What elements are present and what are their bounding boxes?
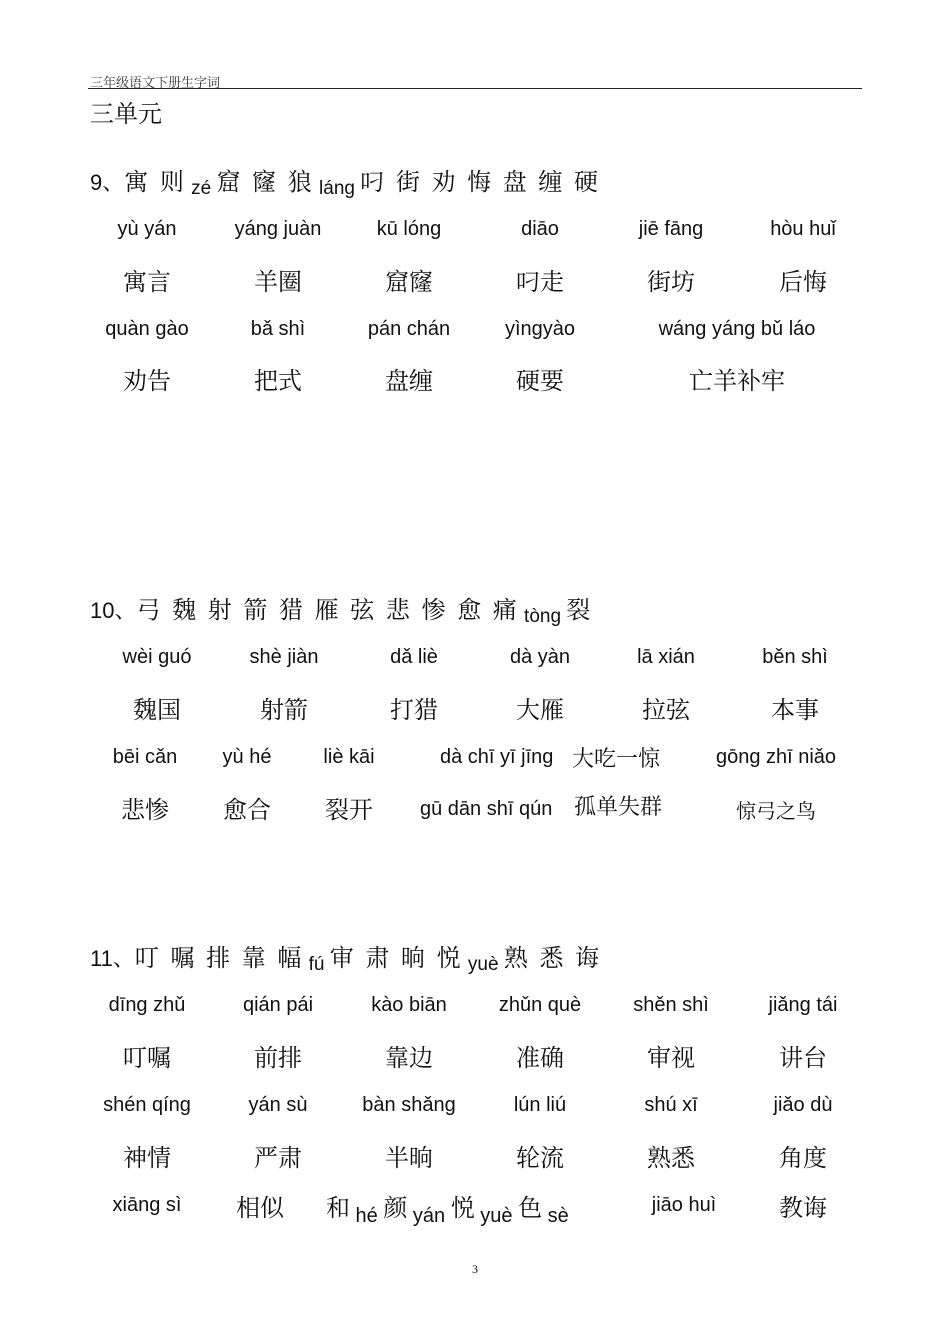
word-hanzi: 盘缠 (385, 367, 433, 395)
word-pinyin: diāo (521, 218, 559, 240)
word-pinyin: qián pái (242, 994, 314, 1016)
character-list: 窟 窿 狼 (216, 168, 314, 196)
character-list: 弓 魏 射 箭 猎 雁 弦 悲 惨 愈 痛 (136, 596, 519, 624)
lesson-number: 11、 (90, 946, 135, 971)
idiom-character: 悦 (450, 1194, 475, 1222)
word-pinyin: lún liú (513, 1094, 567, 1116)
word-pinyin: kū lóng (376, 218, 442, 240)
word-hanzi: 审视 (647, 1044, 695, 1072)
idiom-hanzi: 孤单失群 (574, 795, 663, 820)
word-pinyin: wèi guó (122, 646, 192, 668)
pinyin-annotation: yuè (462, 954, 504, 975)
word-pinyin: yáng juàn (234, 218, 322, 240)
word-hanzi: 叼走 (516, 268, 564, 296)
pinyin-annotation: zé (185, 178, 217, 199)
word-pinyin: jiǎng tái (768, 994, 838, 1016)
lesson-11-characters (90, 938, 601, 973)
word-hanzi: 讲台 (779, 1044, 827, 1072)
word-pinyin: yù yán (117, 218, 177, 240)
idiom-hanzi: 惊弓之鸟 (736, 799, 816, 823)
lesson-10-characters (90, 590, 592, 625)
idiom-he-yan-yue-se (326, 1188, 569, 1227)
character-list: 叮 嘱 排 靠 幅 (134, 944, 304, 972)
word-hanzi: 教诲 (779, 1194, 827, 1222)
pinyin-annotation: yuè (474, 1205, 519, 1227)
word-pinyin: yù hé (222, 746, 272, 768)
word-hanzi: 街坊 (647, 268, 695, 296)
word-pinyin: bàn shǎng (362, 1094, 456, 1116)
word-pinyin: shè jiàn (249, 646, 319, 668)
word-pinyin: dǎ liè (390, 646, 438, 668)
word-hanzi: 大雁 (516, 696, 564, 724)
word-pinyin: quàn gào (105, 318, 189, 340)
word-hanzi: 射箭 (260, 696, 308, 724)
word-hanzi: 神情 (123, 1144, 171, 1172)
word-hanzi: 本事 (771, 696, 819, 724)
word-pinyin: yìngyào (504, 318, 576, 340)
word-pinyin: lā xián (637, 646, 695, 668)
word-pinyin: hòu huǐ (770, 218, 836, 240)
idiom-character: 颜 (383, 1194, 408, 1222)
word-hanzi: 前排 (254, 1044, 302, 1072)
word-pinyin: shěn shì (633, 994, 709, 1016)
word-pinyin: pán chán (367, 318, 451, 340)
lesson-number: 9、 (90, 170, 125, 195)
word-pinyin: jiǎo dù (773, 1094, 833, 1116)
word-hanzi: 轮流 (516, 1144, 564, 1172)
idiom-hanzi: 大吃一惊 (572, 747, 661, 772)
word-hanzi: 亡羊补牢 (689, 367, 785, 395)
lesson-9-characters (90, 162, 600, 197)
word-hanzi: 劝告 (123, 367, 171, 395)
pinyin-annotation: sè (542, 1205, 569, 1227)
idiom-pinyin: gū dān shī qún (420, 798, 553, 820)
word-hanzi: 愈合 (223, 796, 271, 824)
word-pinyin: shú xī (644, 1094, 698, 1116)
unit-title: 三单元 (90, 100, 162, 128)
word-pinyin: dīng zhǔ (108, 994, 186, 1016)
word-hanzi: 把式 (254, 367, 302, 395)
pinyin-annotation: láng (313, 178, 361, 199)
character-list: 寓 则 (124, 168, 186, 196)
word-pinyin: běn shì (762, 646, 828, 668)
word-pinyin: bǎ shì (250, 318, 306, 340)
character-list: 熟 悉 诲 (503, 944, 602, 972)
word-hanzi: 裂开 (325, 796, 373, 824)
word-pinyin: bēi cǎn (112, 746, 178, 768)
word-pinyin: dà yàn (509, 646, 571, 668)
word-pinyin: yán sù (248, 1094, 308, 1116)
word-hanzi: 窟窿 (385, 268, 433, 296)
word-hanzi: 魏国 (133, 696, 181, 724)
word-hanzi: 羊圈 (254, 268, 302, 296)
pinyin-annotation: tòng (518, 606, 567, 627)
word-hanzi: 打猎 (390, 696, 438, 724)
word-hanzi: 叮嘱 (123, 1044, 171, 1072)
lesson-number: 10、 (90, 598, 137, 623)
word-hanzi: 悲惨 (121, 796, 169, 824)
idiom-character: 色 (518, 1194, 543, 1222)
pinyin-annotation: yán (407, 1205, 451, 1227)
character-list: 裂 (566, 596, 593, 624)
header-rule (88, 88, 862, 89)
pinyin-annotation: fú (303, 954, 330, 975)
word-pinyin: wáng yáng bǔ láo (658, 318, 816, 340)
word-hanzi: 准确 (516, 1044, 564, 1072)
pinyin-annotation: hé (350, 1205, 384, 1227)
word-hanzi: 相似 (236, 1194, 284, 1222)
word-hanzi: 靠边 (385, 1044, 433, 1072)
word-pinyin: zhǔn què (498, 994, 582, 1016)
word-hanzi: 寓言 (123, 268, 171, 296)
word-pinyin: jiē fāng (638, 218, 704, 240)
word-hanzi: 后悔 (779, 268, 827, 296)
character-list: 叼 街 劝 悔 盘 缠 硬 (360, 168, 601, 196)
word-pinyin: kào biān (371, 994, 447, 1016)
character-list: 审 肃 晌 悦 (329, 944, 463, 972)
page-number: 3 (472, 1262, 478, 1276)
idiom-pinyin: dà chī yī jīng (440, 746, 554, 768)
word-hanzi: 半晌 (385, 1144, 433, 1172)
word-hanzi: 严肃 (254, 1144, 302, 1172)
word-hanzi: 硬要 (516, 367, 564, 395)
word-pinyin: liè kāi (323, 746, 375, 768)
word-pinyin: xiāng sì (112, 1194, 182, 1216)
page-header: 三年级语文下册生字词 (90, 76, 221, 91)
word-hanzi: 拉弦 (642, 696, 690, 724)
word-pinyin: shén qíng (103, 1094, 191, 1116)
idiom-pinyin: gōng zhī niǎo (715, 746, 837, 768)
word-pinyin: jiāo huì (651, 1194, 717, 1216)
word-hanzi: 角度 (779, 1144, 827, 1172)
word-hanzi: 熟悉 (647, 1144, 695, 1172)
idiom-character: 和 (326, 1194, 350, 1222)
